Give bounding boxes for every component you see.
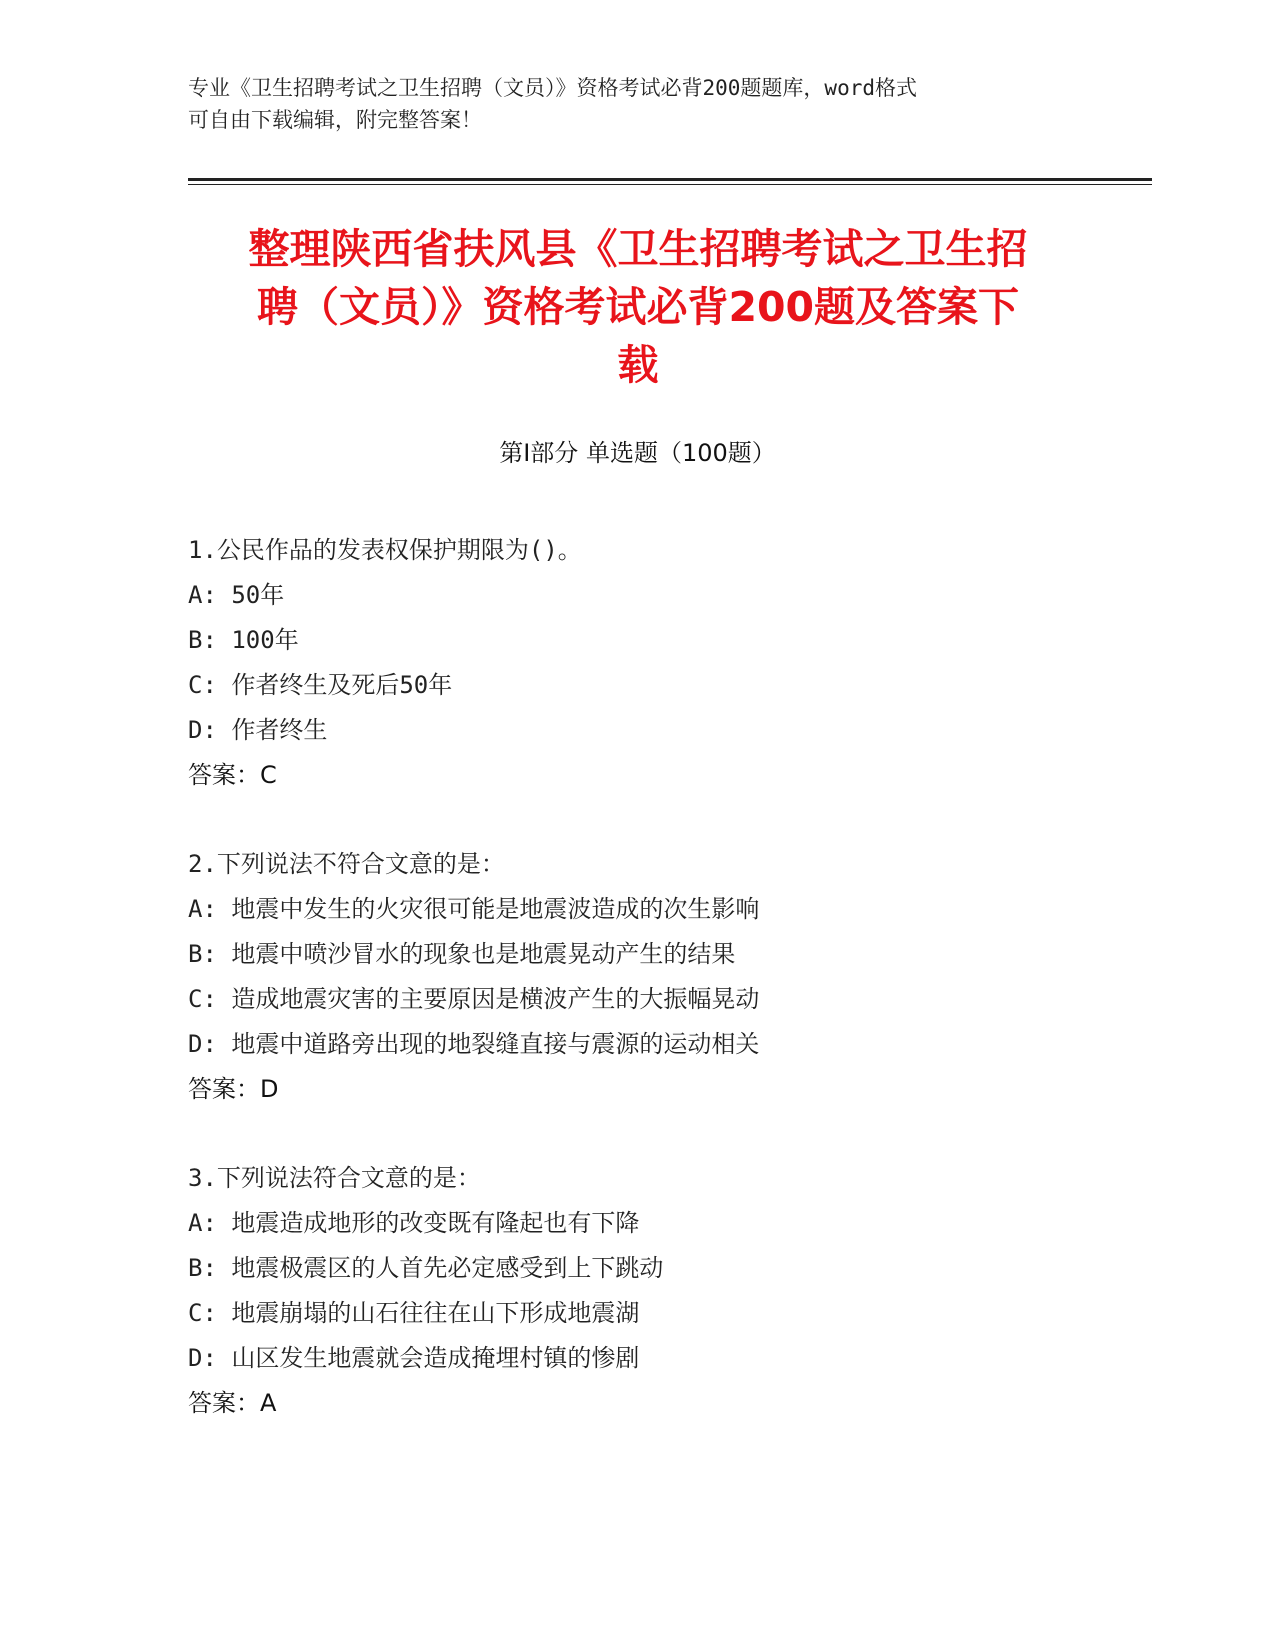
- question-stem: 1.公民作品的发表权保护期限为()。: [188, 536, 582, 564]
- option-d: D: 作者终生: [188, 716, 328, 744]
- option-c: C: 地震崩塌的山石往往在山下形成地震湖: [188, 1299, 640, 1327]
- intro-line-1: 专业《卫生招聘考试之卫生招聘（文员）》资格考试必背200题题库，word格式: [188, 76, 917, 100]
- option-c: C: 造成地震灾害的主要原因是横波产生的大振幅晃动: [188, 985, 760, 1013]
- option-d: D: 地震中道路旁出现的地裂缝直接与震源的运动相关: [188, 1030, 760, 1058]
- intro-text: [188, 72, 1088, 136]
- question-stem: 2.下列说法不符合文意的是：: [188, 850, 505, 878]
- title-line-2: 聘（文员）》资格考试必背200题及答案下: [256, 283, 1020, 331]
- intro-line-2: 可自由下载编辑，附完整答案！: [188, 108, 482, 132]
- option-b: B: 地震中喷沙冒水的现象也是地震晃动产生的结果: [188, 940, 736, 968]
- question-1: [188, 528, 1088, 798]
- option-d: D: 山区发生地震就会造成掩埋村镇的惨剧: [188, 1344, 640, 1372]
- question-2: [188, 842, 1088, 1112]
- section-title: 第Ⅰ部分 单选题（100题）: [499, 439, 776, 467]
- question-3: [188, 1156, 1088, 1426]
- option-a: A: 50年: [188, 581, 285, 609]
- answer-line: 答案：D: [188, 1075, 279, 1103]
- header-divider-thick: [188, 178, 1152, 181]
- title-line-1: 整理陕西省扶风县《卫生招聘考试之卫生招: [248, 225, 1028, 273]
- answer-line: 答案：C: [188, 761, 277, 789]
- question-stem: 3.下列说法符合文意的是：: [188, 1164, 481, 1192]
- option-b: B: 地震极震区的人首先必定感受到上下跳动: [188, 1254, 664, 1282]
- document-title: [188, 220, 1088, 394]
- header-divider-thin: [188, 184, 1152, 185]
- option-a: A: 地震造成地形的改变既有隆起也有下降: [188, 1209, 640, 1237]
- question-list: [188, 528, 1088, 1470]
- title-line-3: 载: [617, 341, 659, 389]
- answer-line: 答案：A: [188, 1389, 277, 1417]
- option-a: A: 地震中发生的火灾很可能是地震波造成的次生影响: [188, 895, 760, 923]
- option-c: C: 作者终生及死后50年: [188, 671, 453, 699]
- option-b: B: 100年: [188, 626, 299, 654]
